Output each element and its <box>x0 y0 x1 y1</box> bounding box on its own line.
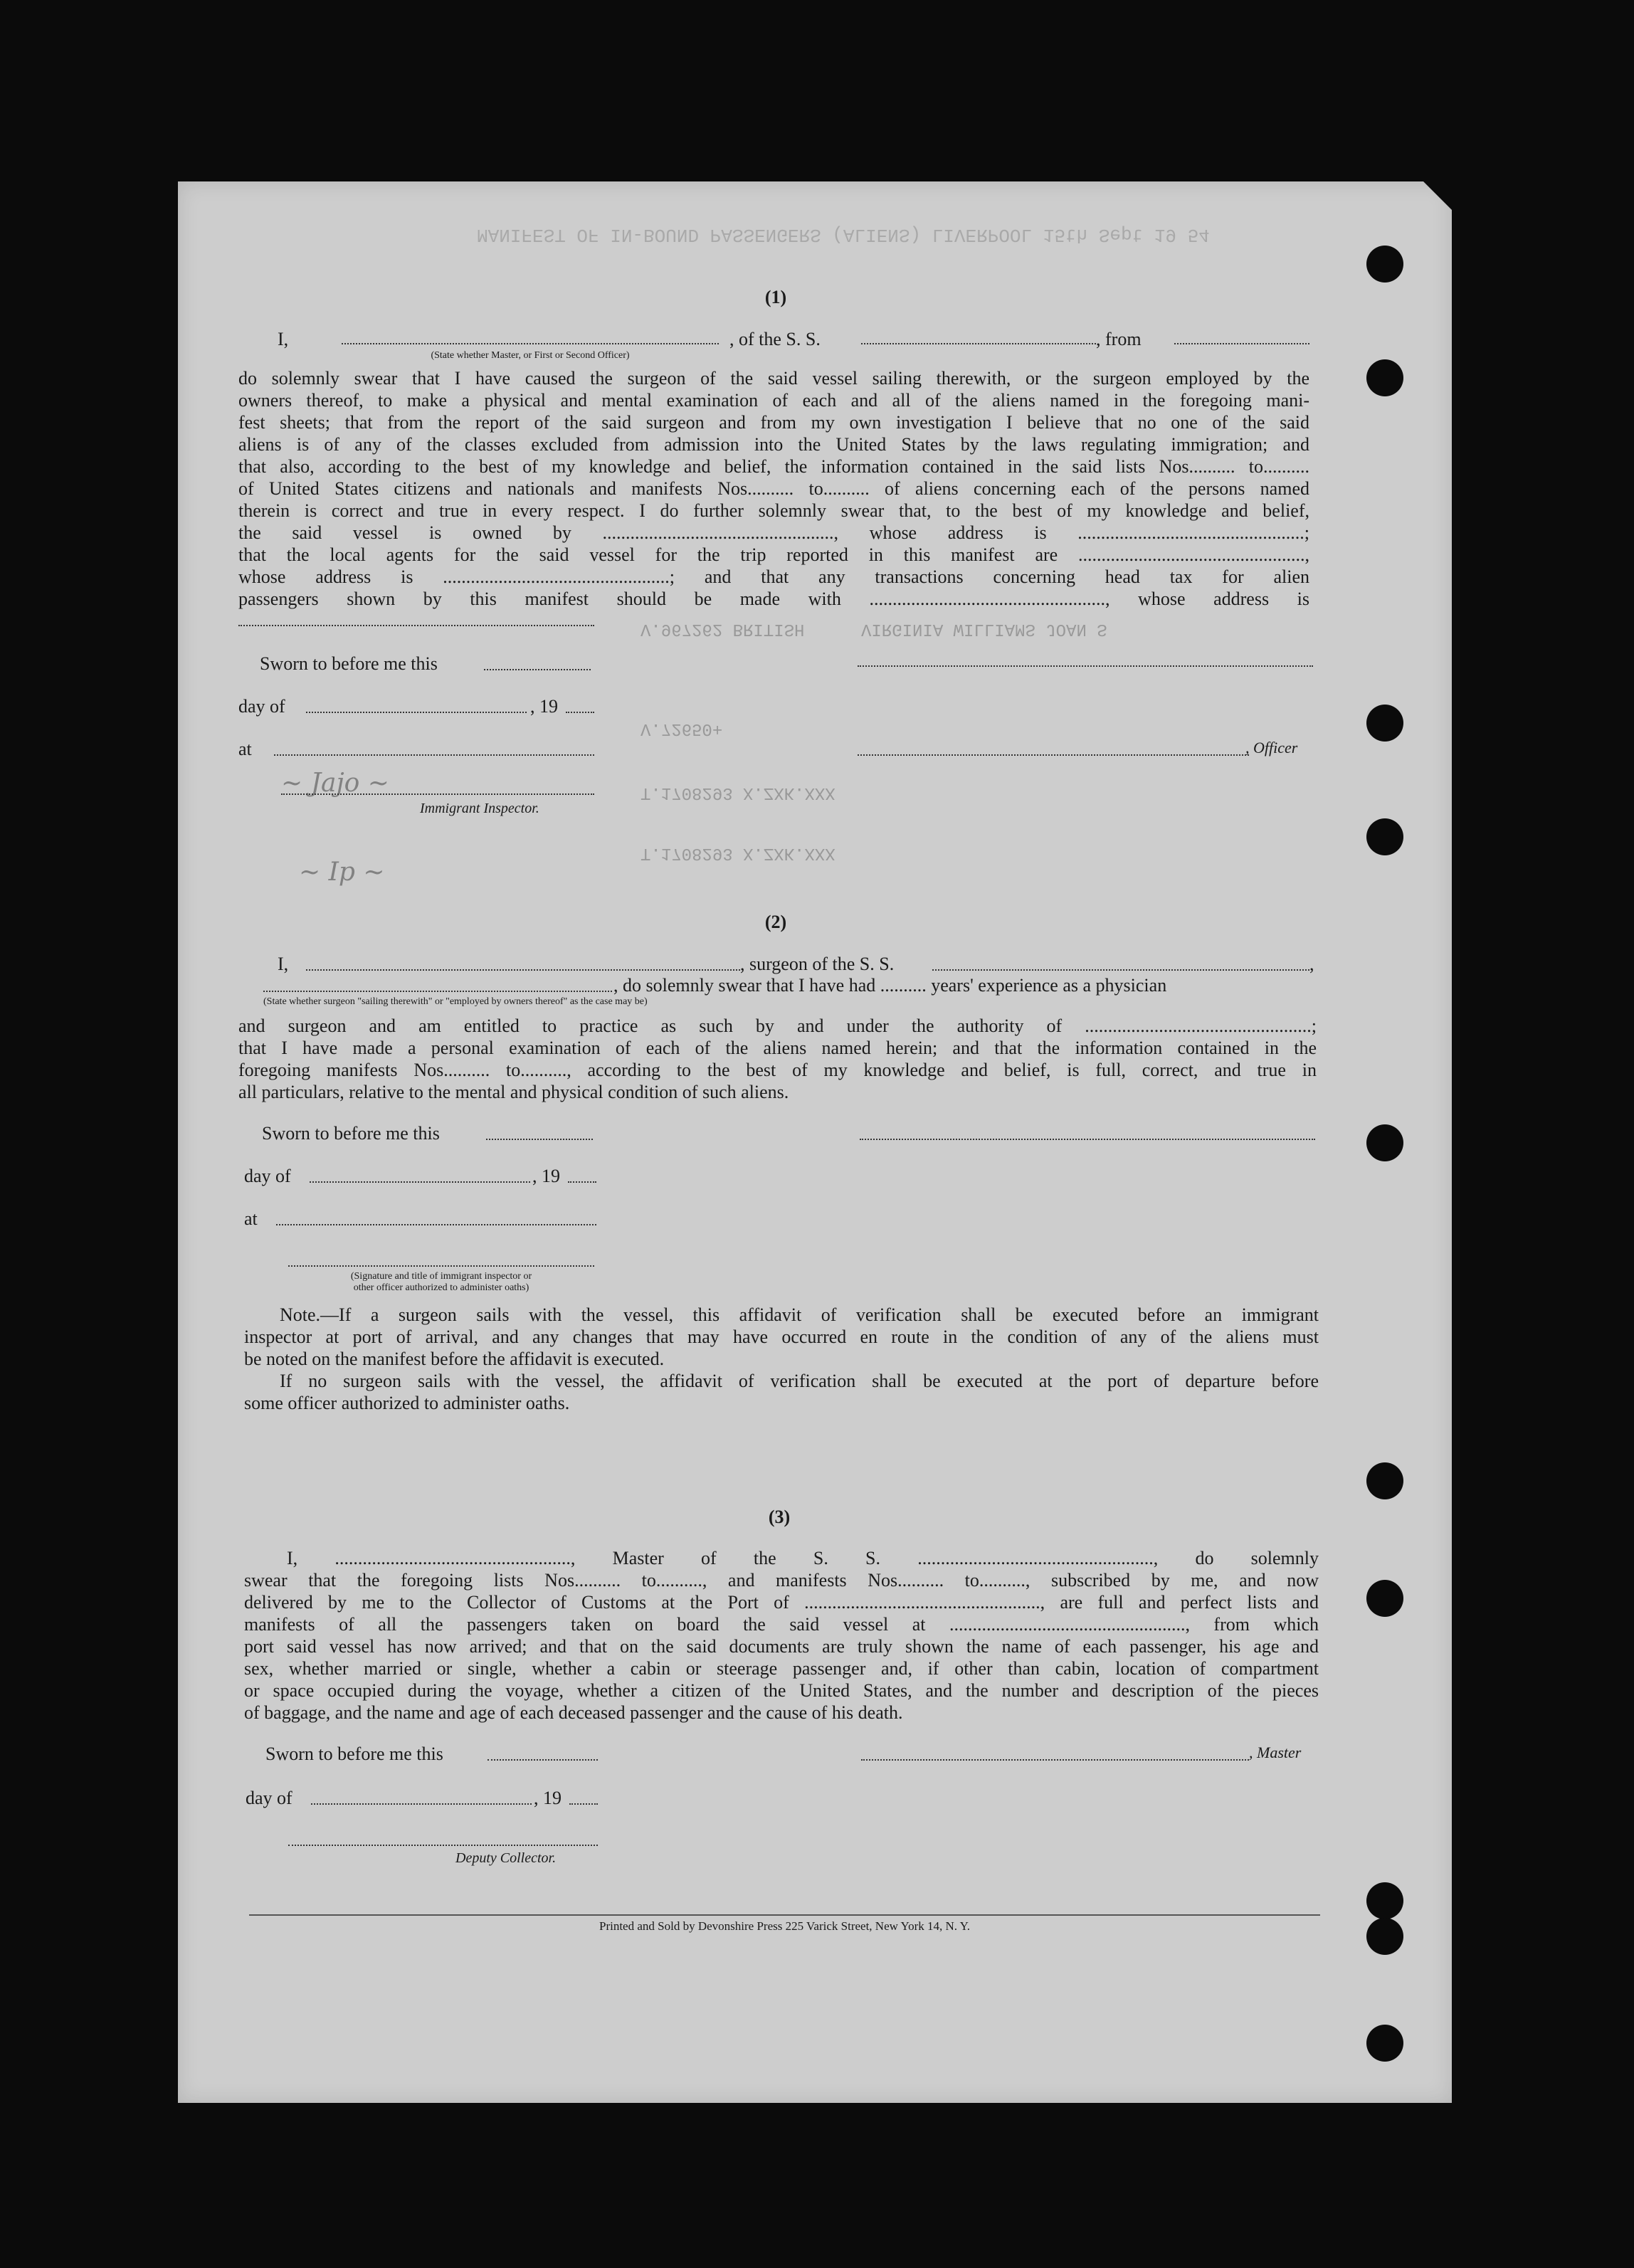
section-3-line: I, ..................................................., Master of the S. S. ..................................................., do solemnly <box>287 1548 1319 1568</box>
signature-caption-line: other officer authorized to administer oaths) <box>353 1282 529 1293</box>
section-2-number: (2) <box>764 912 787 932</box>
inspector-signature-field-2[interactable] <box>288 1265 594 1267</box>
deputy-collector-signature-field[interactable] <box>288 1845 598 1846</box>
section-2-line: foregoing manifests Nos.......... to.........., according to the best of my knowledge and belief, is full, correct, and true in <box>238 1060 1317 1080</box>
note-line: be noted on the manifest before the affidavit is executed. <box>244 1349 665 1369</box>
day-of-field-2[interactable] <box>310 1181 530 1183</box>
day-of-label-3: day of <box>246 1788 292 1808</box>
section-1-line: do solemnly swear that I have caused the surgeon of the said vessel sailing therewith, or the surgeon employed by the <box>238 368 1309 389</box>
section-2-line: all particulars, relative to the mental and physical condition of such aliens. <box>238 1082 789 1102</box>
section-1-line: of United States citizens and nationals and manifests Nos.......... to.......... of aliens concerning each of the persons named <box>238 478 1309 499</box>
punch-hole <box>1366 818 1403 855</box>
bleed-stamp: T.1708293 X.ZXK.XXX <box>641 783 836 802</box>
surgeon-signature-field[interactable] <box>860 1139 1315 1140</box>
section-3-line: or space occupied during the voyage, whether a citizen of the United States, and the number and description of the pieces <box>244 1680 1319 1701</box>
punch-hole <box>1366 246 1403 283</box>
sworn-label-2: Sworn to before me this <box>262 1123 440 1144</box>
at-field-1[interactable] <box>274 754 594 756</box>
officer-name-field[interactable] <box>342 343 719 344</box>
at-label-2: at <box>244 1208 258 1229</box>
section-3-line: manifests of all the passengers taken on board the said vessel at ..................................................., from which <box>244 1614 1319 1635</box>
bleed-stamp: VIRGINIA WILLIAMS JOAN S <box>861 619 1107 638</box>
section-1-line: aliens is of any of the classes excluded from admission into the United States by the laws regulating immigration; and <box>238 434 1309 455</box>
sworn-label-1: Sworn to before me this <box>260 653 438 674</box>
section-2-line: that I have made a personal examination of each of the aliens named herein; and that the information contained in the <box>238 1038 1317 1058</box>
section-1-body <box>238 367 1309 610</box>
section-1-line-i: I, <box>278 329 289 349</box>
section-2-line-2: , do solemnly swear that I have had .......... years' experience as a physician <box>613 975 1167 996</box>
head-tax-address-field[interactable] <box>238 625 594 626</box>
punch-hole <box>1366 359 1403 396</box>
sworn-date-field-3[interactable] <box>487 1759 598 1761</box>
bleed-stamp: T.1708293 X.ZXK.XXX <box>641 843 836 863</box>
section-2-line: and surgeon and am entitled to practice as such by and under the authority of .................................................; <box>238 1016 1317 1036</box>
comma: , <box>1309 954 1314 974</box>
bleed-stamp: V.967262 BRITISH <box>641 619 805 638</box>
surgeon-name-field[interactable] <box>306 969 740 971</box>
section-1-number: (1) <box>764 287 787 307</box>
section-1-line: that also, according to the best of my knowledge and belief, the information contained in the said lists Nos.......... to.......... <box>238 456 1309 477</box>
section-1-caption: (State whether Master, or First or Second Officer) <box>431 350 630 361</box>
note-line: If no surgeon sails with the vessel, the affidavit of verification shall be executed at the port of departure before <box>280 1371 1319 1391</box>
day-of-label-2: day of <box>244 1166 291 1186</box>
year-label-1: , 19 <box>530 696 558 717</box>
year-field-2[interactable] <box>568 1181 596 1183</box>
punch-hole <box>1366 1882 1403 1919</box>
section-1-line: passengers shown by this manifest should be made with ..................................................., whose address is <box>238 589 1309 609</box>
day-of-field-1[interactable] <box>306 712 527 713</box>
signature-caption-line: (Signature and title of immigrant inspector or <box>350 1271 532 1282</box>
page-corner-fold <box>1423 181 1452 210</box>
immigrant-inspector-label: Immigrant Inspector. <box>420 801 539 816</box>
section-2-line-surgeon: , surgeon of the S. S. <box>740 954 895 974</box>
punch-hole <box>1366 1918 1403 1955</box>
section-3-number: (3) <box>768 1507 791 1527</box>
surgeon-status-field[interactable] <box>263 991 612 992</box>
officer-label: , Officer <box>1245 739 1298 756</box>
section-2-body <box>238 1015 1317 1103</box>
year-label-3: , 19 <box>534 1788 562 1808</box>
note-line: some officer authorized to administer oaths. <box>244 1393 570 1413</box>
vessel-name-field[interactable] <box>861 343 1096 344</box>
punch-hole <box>1366 2025 1403 2062</box>
punch-hole <box>1366 705 1403 742</box>
punch-hole <box>1366 1462 1403 1499</box>
year-field-3[interactable] <box>569 1803 598 1805</box>
day-of-label-1: day of <box>238 696 285 717</box>
bleed-stamp: V.72650+ <box>641 719 723 738</box>
printer-footer: Printed and Sold by Devonshire Press 225 Varick Street, New York 14, N. Y. <box>599 1919 970 1933</box>
section-3-line: swear that the foregoing lists Nos.......... to.........., and manifests Nos.......... to.........., subscribed by me, and now <box>244 1570 1319 1591</box>
bleed-through-header: MANIFEST OF IN-BOUND PASSENGERS (ALIENS) LIVERPOOL 15th Sept 19 54 <box>477 224 1210 246</box>
from-port-field[interactable] <box>1174 343 1309 344</box>
master-label: , Master <box>1249 1744 1302 1761</box>
handwriting: ~ Ip ~ <box>299 858 385 887</box>
officer-signature-upper[interactable] <box>858 665 1313 667</box>
year-label-2: , 19 <box>532 1166 560 1186</box>
master-signature-field[interactable] <box>861 1759 1249 1761</box>
section-1-line-from: , from <box>1096 329 1142 349</box>
inspector-signature-field[interactable] <box>281 793 594 795</box>
day-of-field-3[interactable] <box>311 1803 532 1805</box>
section-1-line-ss: , of the S. S. <box>729 329 821 349</box>
section-3-line: delivered by me to the Collector of Customs at the Port of ..................................................., are full and perfect lists and <box>244 1592 1319 1613</box>
section-3-line: of baggage, and the name and age of each deceased passenger and the cause of his death. <box>244 1702 903 1723</box>
at-field-2[interactable] <box>276 1224 596 1225</box>
section-3-line: port said vessel has now arrived; and that on the said documents are truly shown the name of each passenger, his age and <box>244 1636 1319 1657</box>
section-1-line: whose address is .................................................; and that any transactions concerning head tax for alien <box>238 566 1309 587</box>
section-1-line: owners thereof, to make a physical and mental examination of each and all of the aliens named in the foregoing mani- <box>238 390 1309 411</box>
punch-hole <box>1366 1124 1403 1161</box>
footer-rule <box>249 1914 1320 1916</box>
note-block <box>244 1304 1319 1414</box>
handwriting: ~ Jajo ~ <box>281 769 389 798</box>
at-label-1: at <box>238 739 252 759</box>
section-1-line: the said vessel is owned by .................................................., whose address is .................................................; <box>238 522 1309 543</box>
section-1-line: fest sheets; that from the report of the said surgeon and from my own investigation I believe that no one of the said <box>238 412 1309 433</box>
section-1-line: therein is correct and true in every respect. I do further solemnly swear that, to the best of my knowledge and belief, <box>238 500 1309 521</box>
signature-caption <box>288 1271 594 1294</box>
note-line: Note.—If a surgeon sails with the vessel, this affidavit of verification shall be executed before an immigrant <box>280 1304 1319 1325</box>
officer-signature-field[interactable] <box>858 754 1249 756</box>
punch-hole <box>1366 1580 1403 1617</box>
deputy-collector-label: Deputy Collector. <box>455 1850 557 1866</box>
section-3-body <box>244 1547 1319 1724</box>
surgeon-vessel-field[interactable] <box>932 969 1309 971</box>
section-2-caption: (State whether surgeon "sailing therewith" or "employed by owners thereof" as the case may be) <box>263 996 648 1007</box>
sworn-date-field-1[interactable] <box>484 669 591 670</box>
section-3-line: sex, whether married or single, whether a cabin or steerage passenger and, if other than cabin, location of compartment <box>244 1658 1319 1679</box>
note-line: inspector at port of arrival, and any changes that may have occurred en route in the condition of any of the aliens must <box>244 1326 1319 1347</box>
sworn-label-3: Sworn to before me this <box>265 1744 443 1764</box>
section-2-line-i: I, <box>278 954 289 974</box>
sworn-date-field-2[interactable] <box>486 1139 593 1140</box>
section-1-line: that the local agents for the said vessel for the trip reported in this manifest are ................................................., <box>238 544 1309 565</box>
year-field-1[interactable] <box>566 712 594 713</box>
